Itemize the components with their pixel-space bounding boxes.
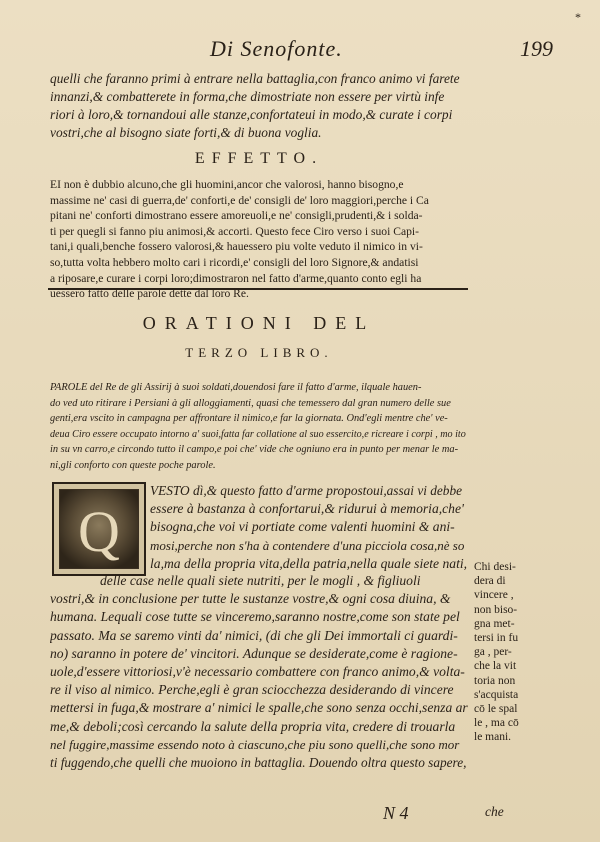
text-line: uessero fatto delle parole dette dal loro Re.	[50, 287, 249, 301]
section-divider	[48, 288, 468, 290]
text-line: do ved uto ritirare i Persiani à gli alloggiamenti, quasi che temessero dal gran numero delle sue	[50, 397, 451, 409]
margin-line: vincere ,	[474, 589, 514, 602]
text-line: quelli che faranno primi à entrare nella battaglia,con franco animo vi farete	[50, 71, 460, 86]
text-line: EI non è dubbio alcuno,che gli huomini,ancor che valorosi, hanno bisogno,e	[50, 178, 404, 191]
text-line: vostri,che al bisogno siate forti,& di buona voglia.	[50, 125, 322, 140]
text-line: re il viso al nimico. Perche,egli è gran sciocchezza desiderando di vincere	[50, 682, 454, 698]
margin-line: ga , per-	[474, 646, 512, 659]
page-number: 199	[520, 36, 553, 61]
text-line: nel fuggire,massime essendo noto à ciascuno,che piu sono quelli,che sono mor	[50, 736, 460, 752]
text-line: VESTO dì,& questo fatto d'arme propostoui,assai vi debbe	[150, 483, 462, 498]
text-line: mettersi in fuga,& mostrare a' nimici le spalle,che sono senza occhi,senza ar	[50, 700, 468, 716]
paragraph-effetto	[50, 177, 468, 302]
margin-line: non biso-	[474, 603, 518, 616]
book-heading-orationi: ORATIONI DEL	[142, 313, 376, 333]
corner-mark: *	[575, 10, 581, 24]
decorated-initial	[52, 482, 146, 576]
text-line: innanzi,& combatterete in forma,che dimostriate non essere per virtù infe	[50, 89, 445, 104]
text-line: ti fuggendo,che quelli che muoiono in battaglia. Douendo oltra questo sapere,	[50, 755, 467, 771]
text-line: humana. Lequali cose tutte se vinceremo,saranno nostre,come son state pel	[50, 609, 460, 625]
text-line: in su vn carro,e circondo tutto il campo,e poi che' vide che ogniuno era in punto per menar le ma-	[50, 444, 459, 455]
paragraph-closing-speech	[50, 70, 468, 142]
text-line: delle case nelle quali siete nutriti, per le mogli , & figliuoli	[100, 573, 421, 588]
text-line: PAROLE del Re de gli Assirij à suoi soldati,douendosi fare il fatto d'arme, ilquale hauen-	[50, 382, 422, 393]
margin-line: cō le spal	[474, 703, 518, 716]
text-line: deua Ciro essere occupato intorno a' suoi,fatta far collatione al suo essercito,e ricreare i corpi , mo ito	[50, 428, 466, 440]
speech-paragraph-continued	[50, 572, 468, 772]
margin-line: Chi desi-	[474, 561, 516, 573]
text-line: a riposare,e curare i corpi loro;dimostraron nel fatto d'arme,quanto conto egli ha	[50, 271, 422, 285]
text-line: so,tutta volta hebbero molto cari i ricordi,e' consigli del loro Signore,& andatisi	[50, 255, 419, 269]
text-line: la,ma della propria vita,della patria,nella quale siete nati,	[150, 555, 468, 571]
text-line: no) saranno in potere de' vincitori. Adunque se desiderate,come è ragione-	[50, 645, 458, 661]
text-line: massime ne' casi di guerra,de' conforti,e de' consigli de' loro maggiori,perche i Ca	[50, 193, 429, 207]
margin-line: dera di	[474, 575, 506, 588]
running-header: Di Senofonte.	[210, 36, 343, 61]
margin-line: s'acquista	[474, 688, 519, 701]
text-line: essere à bastanza à confortarui,& ridurui à memoria,che'	[150, 501, 464, 517]
book-heading-terzo-libro: TERZO LIBRO.	[185, 345, 333, 360]
section-heading-effetto: EFFETTO.	[194, 150, 324, 167]
text-line: tani,i quali,benche fossero valorosi,& hauessero piu volte veduto il nimico in vi-	[50, 240, 423, 254]
margin-line: toria non	[474, 674, 516, 687]
signature-mark: N 4	[383, 803, 409, 823]
margin-line: tersi in fu	[474, 632, 519, 645]
initial-illustration	[59, 489, 139, 569]
text-line: genti,era vscito in campagna per affrontare il nimico,e far la giornata. Ond'egli mentre che' ve-	[50, 413, 448, 424]
text-line: passato. Ma se saremo vinti da' nimici, (di che gli Dei immortali ci guardi-	[50, 627, 458, 643]
speech-paragraph-start	[150, 482, 468, 573]
margin-line: gna met-	[474, 617, 515, 630]
margin-line: che la vit	[474, 660, 517, 673]
text-line: bisogna,che voi vi portiate come valenti huomini & ani-	[150, 519, 455, 535]
initial-letter: Q	[78, 499, 120, 564]
margin-line: le , ma cō	[474, 717, 519, 730]
text-line: mosi,perche non s'ha à contendere d'una picciola cosa,nè so	[150, 537, 465, 553]
argument-summary	[50, 380, 468, 473]
margin-note	[474, 560, 554, 745]
text-line: pitani ne' conforti dimostrano essere amoreuoli,e ne' consigli,prudenti,& i solda-	[50, 209, 423, 223]
catchword: che	[485, 804, 504, 819]
text-line: vostri,& in conclusione per tutte le sustanze vostre,& ogni cosa diuina, &	[50, 591, 451, 607]
margin-line: le mani.	[474, 731, 512, 744]
text-line: uole,d'essere vittoriosi,v'è necessario combattere con franco animo,& volta-	[50, 664, 465, 680]
text-line: ni,gli conforto con queste poche parole.	[50, 459, 216, 471]
text-line: riori à loro,& tornandoui alle stanze,confortateui in modo,& curate i corpi	[50, 107, 453, 122]
text-line: me,& deboli;così cercando la salute della propria vita, credere di trouarla	[50, 718, 456, 734]
text-line: ti per quegli si fanno piu animosi,& accorti. Questo fece Ciro verso i suoi Capi-	[50, 224, 419, 238]
